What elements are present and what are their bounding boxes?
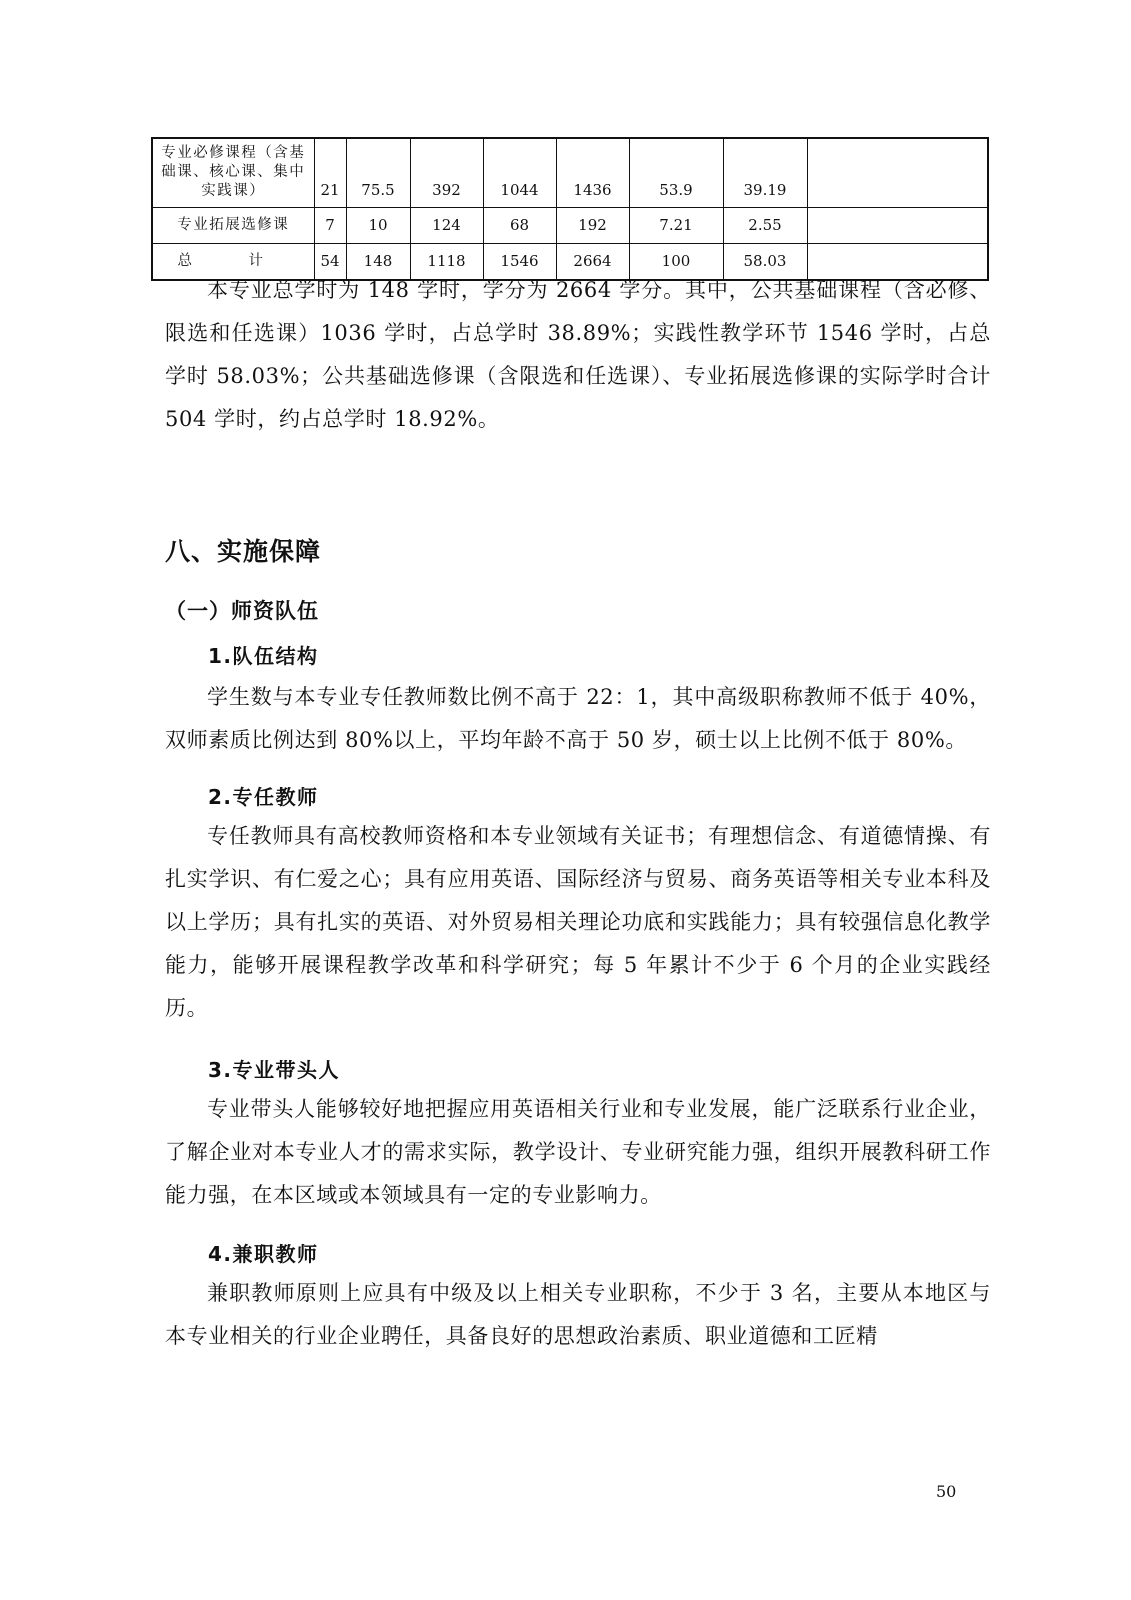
practice-hours-cell: 1044	[483, 138, 556, 207]
percent-practice-cell: 2.55	[723, 207, 807, 243]
credit-hours-table	[151, 137, 989, 281]
total-hours-cell: 1436	[556, 138, 629, 207]
table-row	[152, 207, 988, 243]
item-paragraph: 学生数与本专业专任教师数比例不高于 22：1，其中高级职称教师不低于 40%，双师素质比例达到 80%以上，平均年龄不高于 50 岁，硕士以上比例不低于 80%。	[165, 685, 991, 752]
total-hours-cell: 2664	[556, 243, 629, 280]
course-category-cell: 专业必修课程（含基础课、核心课、集中实践课）	[152, 138, 314, 207]
item-paragraph: 专任教师具有高校教师资格和本专业领域有关证书；有理想信念、有道德情操、有扎实学识、有仁爱之心；具有应用英语、国际经济与贸易、商务英语等相关专业本科及以上学历；具有扎实的英语、对外贸易相关理论功底和实践能力；具有较强信息化教学能力，能够开展课程教学改革和科学研究；每 5 年累计不少于 6 个月的企业实践经历。	[165, 824, 991, 1020]
percent-total-cell: 53.9	[629, 138, 723, 207]
item-paragraph: 兼职教师原则上应具有中级及以上相关专业职称，不少于 3 名，主要从本地区与本专业相关的行业企业聘任，具备良好的思想政治素质、职业道德和工匠精	[165, 1281, 991, 1348]
remarks-cell	[807, 138, 988, 207]
percent-practice-cell: 58.03	[723, 243, 807, 280]
page-number: 50	[936, 1482, 957, 1501]
courses-count-cell: 54	[314, 243, 346, 280]
item-heading: 2.专任教师	[208, 785, 319, 809]
section-title: 八、实施保障	[165, 537, 322, 566]
remarks-cell	[807, 207, 988, 243]
total-hours-cell: 192	[556, 207, 629, 243]
item-heading: 4.兼职教师	[208, 1242, 319, 1266]
courses-count-cell: 21	[314, 138, 346, 207]
practice-hours-cell: 1546	[483, 243, 556, 280]
credits-cell: 148	[346, 243, 410, 280]
percent-practice-cell: 39.19	[723, 138, 807, 207]
summary-paragraph: 本专业总学时为 148 学时，学分为 2664 学分。其中，公共基础课程（含必修、限选和任选课）1036 学时，占总学时 38.89%；实践性教学环节 1546 学时，占总学时 58.03%；公共基础选修课（含限选和任选课）、专业拓展选修课的实际学时合计 504 学时，约占总学时 18.92%。	[165, 278, 991, 431]
item-heading: 1.队伍结构	[208, 644, 319, 668]
courses-count-cell: 7	[314, 207, 346, 243]
subsection-title: （一）师资队伍	[165, 599, 319, 623]
percent-total-cell: 100	[629, 243, 723, 280]
practice-hours-cell: 68	[483, 207, 556, 243]
course-category-cell: 总 计	[152, 243, 314, 280]
theory-hours-cell: 124	[410, 207, 483, 243]
item-heading: 3.专业带头人	[208, 1058, 341, 1082]
table-row	[152, 138, 988, 207]
percent-total-cell: 7.21	[629, 207, 723, 243]
theory-hours-cell: 1118	[410, 243, 483, 280]
theory-hours-cell: 392	[410, 138, 483, 207]
course-category-cell: 专业拓展选修课	[152, 207, 314, 243]
item-paragraph: 专业带头人能够较好地把握应用英语相关行业和专业发展，能广泛联系行业企业，了解企业对本专业人才的需求实际，教学设计、专业研究能力强，组织开展教科研工作能力强，在本区域或本领域具有一定的专业影响力。	[165, 1097, 991, 1207]
credits-cell: 10	[346, 207, 410, 243]
credits-cell: 75.5	[346, 138, 410, 207]
